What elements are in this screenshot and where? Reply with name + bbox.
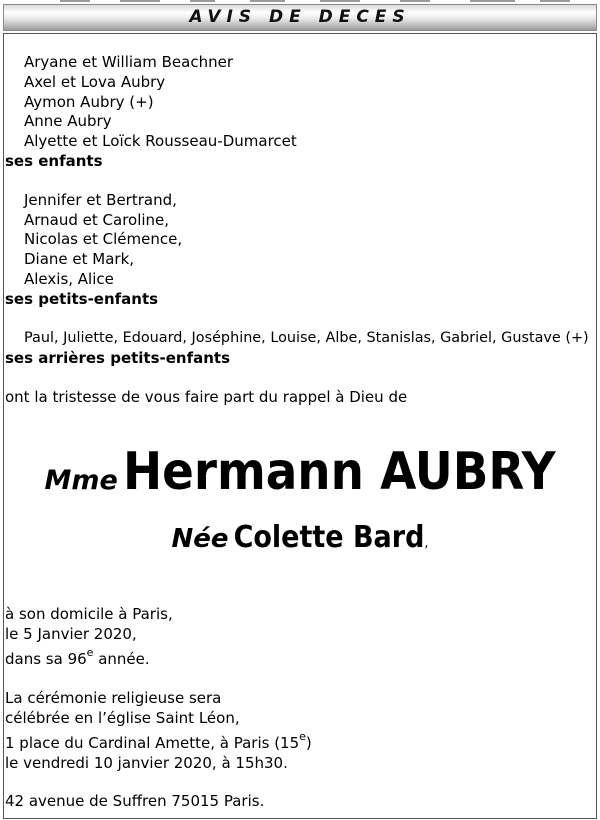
grandchild-name: Nicolas et Clémence, xyxy=(24,230,183,248)
death-age: dans sa 96e année. xyxy=(5,646,150,668)
child-name: Aymon Aubry (+) xyxy=(24,93,154,111)
grandchildren-label: ses petits-enfants xyxy=(5,290,159,308)
child-name: Anne Aubry xyxy=(24,112,112,130)
grandchild-name: Alexis, Alice xyxy=(24,270,114,288)
child-name: Aryane et William Beachner xyxy=(24,53,233,71)
child-name: Alyette et Loïck Rousseau-Dumarcet xyxy=(24,132,297,150)
notice-title: AVIS DE DECES xyxy=(189,7,411,27)
maiden-name-line xyxy=(0,520,600,555)
notice-header xyxy=(3,4,597,31)
ceremony-line-4: le vendredi 10 janvier 2020, à 15h30. xyxy=(5,754,288,772)
grandchild-name: Jennifer et Bertrand, xyxy=(24,191,177,209)
nee-label: Née xyxy=(171,524,229,554)
maiden-comma: , xyxy=(424,536,429,551)
death-place: à son domicile à Paris, xyxy=(5,605,173,623)
great-grandchildren-names: Paul, Juliette, Edouard, Joséphine, Louise, Albe, Stanislas, Gabriel, Gustave (+) xyxy=(24,330,589,346)
deceased-name-line xyxy=(0,442,600,502)
ceremony-line-1: La cérémonie religieuse sera xyxy=(5,689,222,707)
family-address: 42 avenue de Suffren 75015 Paris. xyxy=(5,792,265,810)
maiden-name: Colette Bard xyxy=(233,520,425,555)
announcement-text: ont la tristesse de vous faire part du rappel à Dieu de xyxy=(5,388,408,406)
deceased-name: Hermann AUBRY xyxy=(122,442,556,502)
child-name: Axel et Lova Aubry xyxy=(24,73,166,91)
deceased-title: Mme xyxy=(44,465,118,496)
ceremony-line-2: célébrée en l’église Saint Léon, xyxy=(5,709,240,727)
top-cut-line xyxy=(0,0,600,3)
grandchild-name: Arnaud et Caroline, xyxy=(24,211,170,229)
death-date: le 5 Janvier 2020, xyxy=(5,625,137,643)
grandchild-name: Diane et Mark, xyxy=(24,250,135,268)
ceremony-line-3: 1 place du Cardinal Amette, à Paris (15e) xyxy=(5,730,312,752)
children-label: ses enfants xyxy=(5,152,103,170)
great-grandchildren-label: ses arrières petits-enfants xyxy=(5,349,231,367)
